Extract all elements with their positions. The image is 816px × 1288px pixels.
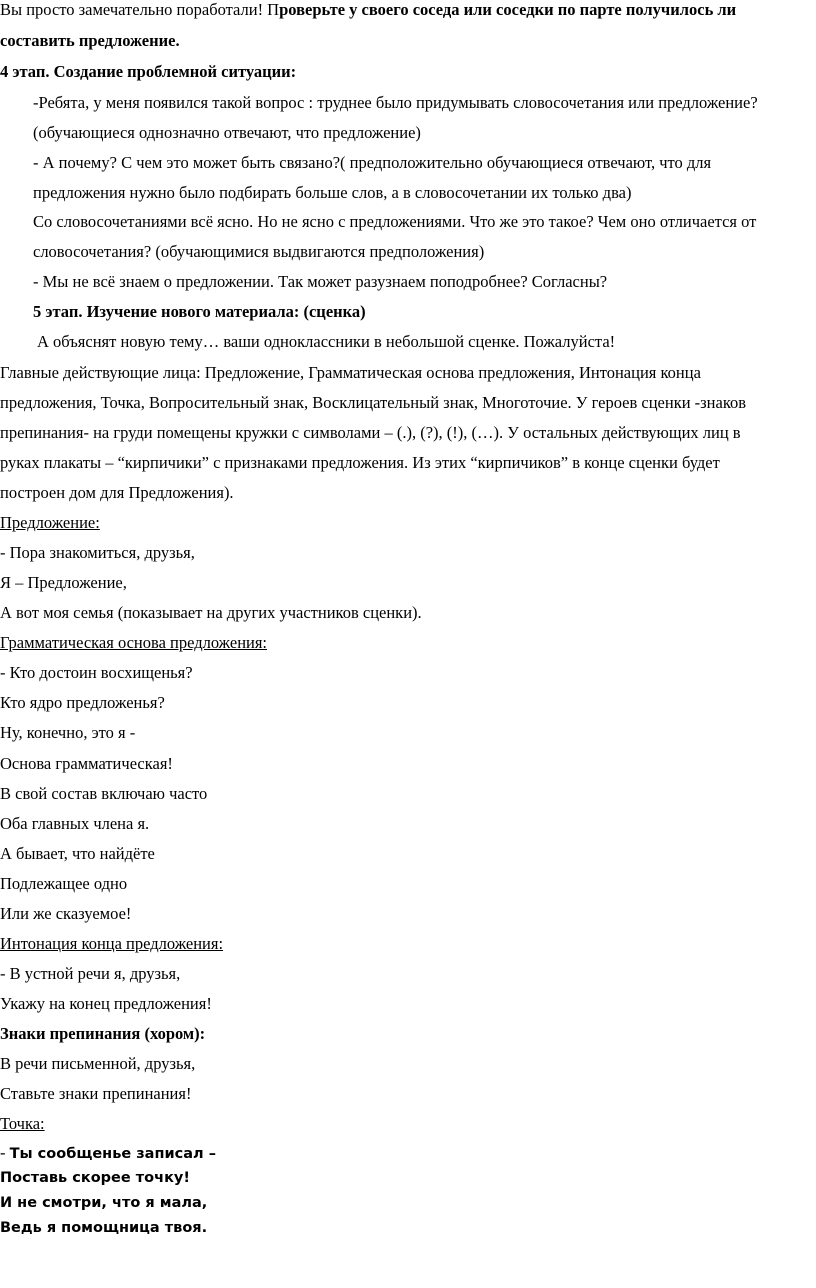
verse-line: Ставьте знаки препинания!	[0, 1084, 192, 1103]
role-heading-punctuation: Знаки препинания (хором):	[0, 1024, 206, 1043]
verse-line: А бывает, что найдёте	[0, 844, 155, 863]
paragraph-line: - А почему? С чем это может быть связано?( предположительно обучающиеся отвечают, что для	[33, 153, 712, 172]
verse-line: Кто ядро предложенья?	[0, 693, 165, 712]
verse-line: Ведь я помощница твоя.	[0, 1220, 208, 1236]
verse-line: Укажу на конец предложения!	[0, 994, 212, 1013]
verse-line: - В устной речи я, друзья,	[0, 964, 181, 983]
verse-line: Я – Предложение,	[0, 573, 127, 592]
paragraph-line: - Мы не всё знаем о предложении. Так может разузнаем поподробнее? Согласны?	[33, 272, 608, 291]
stage-5-heading: 5 этап. Изучение нового материала: (сценка)	[33, 302, 366, 321]
verse-line: Или же сказуемое!	[0, 904, 132, 923]
paragraph-line: предложения нужно было подбирать больше слов, а в словосочетании их только два)	[33, 183, 632, 202]
intro-bold-text: роверьте у своего соседа или соседки по парте получилось ли	[279, 0, 737, 19]
role-heading-grammatical-basis: Грамматическая основа предложения:	[0, 633, 268, 652]
verse-line: В свой состав включаю часто	[0, 784, 208, 803]
paragraph-line: (обучающиеся однозначно отвечают, что предложение)	[33, 123, 421, 142]
role-heading-intonation: Интонация конца предложения:	[0, 934, 224, 953]
paragraph-line: А объяснят новую тему… ваши одноклассники в небольшой сценке. Пожалуйста!	[37, 332, 616, 351]
verse-line: Поставь скорее точку!	[0, 1170, 190, 1186]
paragraph-line: препинания- на груди помещены кружки с символами – (.), (?), (!), (…). У остальных действующих лиц в	[0, 423, 741, 442]
paragraph-line: словосочетания? (обучающимися выдвигаются предположения)	[33, 242, 485, 261]
verse-line: Ну, конечно, это я -	[0, 723, 136, 742]
verse-line: В речи письменной, друзья,	[0, 1054, 196, 1073]
verse-text: Ты сообщенье записал –	[9, 1146, 216, 1162]
paragraph-line: предложения, Точка, Вопросительный знак, Восклицательный знак, Многоточие. У героев сценки -знаков	[0, 393, 747, 412]
stage-4-heading: 4 этап. Создание проблемной ситуации:	[0, 62, 297, 81]
intro-line	[0, 0, 736, 20]
verse-line: А вот моя семья (показывает на других участников сценки).	[0, 603, 422, 622]
paragraph-line: Со словосочетаниями всё ясно. Но не ясно с предложениями. Что же это такое? Чем оно отличается от	[33, 212, 757, 231]
verse-line: И не смотри, что я мала,	[0, 1195, 208, 1211]
verse-line: - Пора знакомиться, друзья,	[0, 543, 195, 562]
paragraph-line: Главные действующие лица: Предложение, Грамматическая основа предложения, Интонация конца	[0, 363, 701, 382]
verse-line	[0, 1143, 216, 1164]
paragraph-line: руках плакаты – “кирпичики” с признаками предложения. Из этих “кирпичиков” в конце сценки будет	[0, 453, 720, 472]
role-heading-sentence: Предложение:	[0, 513, 100, 532]
paragraph-line: -Ребята, у меня появился такой вопрос : труднее было придумывать словосочетания или предложение?	[33, 93, 758, 112]
role-heading-period: Точка:	[0, 1114, 45, 1133]
verse-dash: -	[0, 1143, 10, 1162]
verse-line: Подлежащее одно	[0, 874, 128, 893]
intro-line-2: составить предложение.	[0, 31, 180, 50]
verse-line: - Кто достоин восхищенья?	[0, 663, 193, 682]
verse-line: Основа грамматическая!	[0, 754, 173, 773]
intro-text: Вы просто замечательно поработали! П	[0, 0, 280, 19]
paragraph-line: построен дом для Предложения).	[0, 483, 234, 502]
verse-line: Оба главных члена я.	[0, 814, 150, 833]
